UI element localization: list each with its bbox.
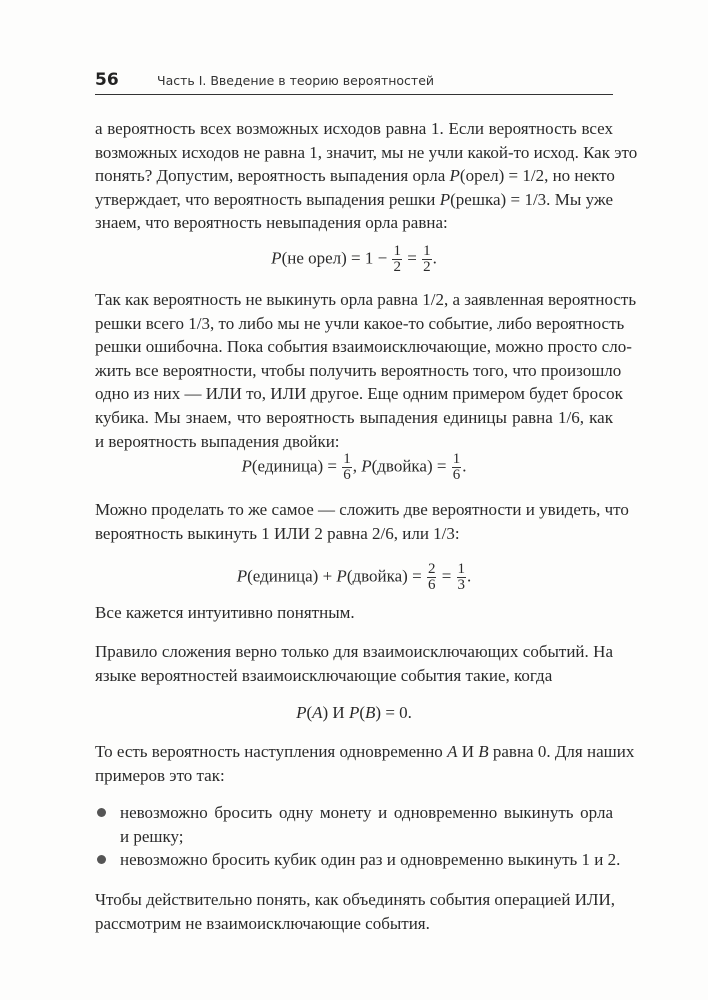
text-line: Чтобы действительно понять, как объединять события операцией ИЛИ,: [95, 890, 616, 909]
paragraph-7: [95, 888, 616, 935]
text-line: решки всего 1/3, то либо мы не учли какое-то событие, либо вероятность: [95, 313, 625, 333]
text-line: вероятность выкинуть 1 ИЛИ 2 равна 2/6, или 1/3:: [95, 523, 460, 543]
page-number: 56: [95, 70, 119, 90]
fraction: $\frac{2}{6}$: [427, 561, 436, 593]
text-line: кубика. Мы знаем, что вероятность выпадения единицы равна 1/6, как: [95, 407, 613, 427]
formula-text: , P(двойка) =: [352, 456, 447, 476]
chapter-title: Часть I. Введение в теорию вероятностей: [157, 73, 435, 88]
formula-text: P(единица) =: [241, 456, 337, 476]
text-line: жить все вероятности, чтобы получить вероятность того, что произошло: [95, 360, 622, 380]
bullet-item: [95, 801, 613, 848]
text-line: решки ошибочна. Пока события взаимоисключающие, можно просто сло-: [95, 337, 632, 357]
formula-text: =: [407, 248, 417, 268]
text-line: примеров это так:: [95, 765, 225, 785]
formula-text: .: [467, 566, 472, 586]
formula-and-zero: P(A) И P(B) = 0.: [296, 703, 412, 722]
text-line: утверждает, что вероятность выпадения решки P(решка) = 1/3. Мы уже: [95, 189, 613, 209]
formula-text: .: [462, 456, 467, 476]
formula-text: .: [432, 248, 437, 268]
running-header: [95, 66, 613, 95]
fraction: $\frac{1}{6}$: [452, 451, 461, 483]
formula-text: P(единица) + P(двойка) =: [236, 566, 422, 586]
paragraph-2: [95, 288, 637, 453]
formula-text: P(не орел) = 1 −: [271, 248, 388, 268]
fraction: $\frac{1}{3}$: [457, 561, 466, 593]
text-line: Так как вероятность не выкинуть орла равна 1/2, а заявленная вероятность: [95, 290, 637, 309]
fraction: $\frac{1}{6}$: [343, 451, 351, 483]
fraction: $\frac{1}{2}$: [423, 243, 431, 275]
bullet-item: [95, 848, 621, 872]
text-line: понять? Допустим, вероятность выпадения орла P(орел) = 1/2, но некто: [95, 166, 615, 186]
text-line: Все кажется интуитивно понятным.: [95, 603, 355, 622]
text-line: Правило сложения верно только для взаимоисключающих событий. На: [95, 642, 613, 661]
text-line: возможных исходов не равна 1, значит, мы не учли какой-то исход. Как это: [95, 142, 638, 162]
fraction: $\frac{1}{2}$: [393, 243, 401, 275]
text-line: рассмотрим не взаимоисключающие события.: [95, 913, 430, 933]
paragraph-3: [95, 498, 629, 545]
formula-not-heads: [95, 244, 613, 275]
text-line: и вероятность выпадения двойки:: [95, 431, 340, 451]
text-line: языке вероятностей взаимоисключающие события такие, когда: [95, 665, 553, 685]
formula-sum: [95, 562, 613, 593]
text-line: знаем, что вероятность невыпадения орла равна:: [95, 213, 448, 233]
paragraph-6: [95, 740, 635, 787]
text-line: невозможно бросить кубик один раз и одновременно выкинуть 1 и 2.: [120, 850, 621, 869]
text-line: и решку;: [120, 826, 184, 846]
paragraph-4: [95, 601, 613, 625]
text-line: одно из них — ИЛИ то, ИЛИ другое. Еще одним примером будет бросок: [95, 384, 623, 404]
formula-die: [95, 452, 613, 483]
bullet-icon: [97, 855, 106, 864]
paragraph-5: [95, 640, 613, 687]
paragraph-1: [95, 117, 638, 235]
text-line: невозможно бросить одну монету и одновременно выкинуть орла: [120, 803, 613, 822]
text-line: То есть вероятность наступления одновременно A И B равна 0. Для наших: [95, 742, 635, 761]
bullet-icon: [97, 808, 106, 817]
formula-text: =: [441, 566, 452, 586]
text-line: а вероятность всех возможных исходов равна 1. Если вероятность всех: [95, 119, 613, 138]
text-line: Можно проделать то же самое — сложить две вероятности и увидеть, что: [95, 500, 629, 519]
